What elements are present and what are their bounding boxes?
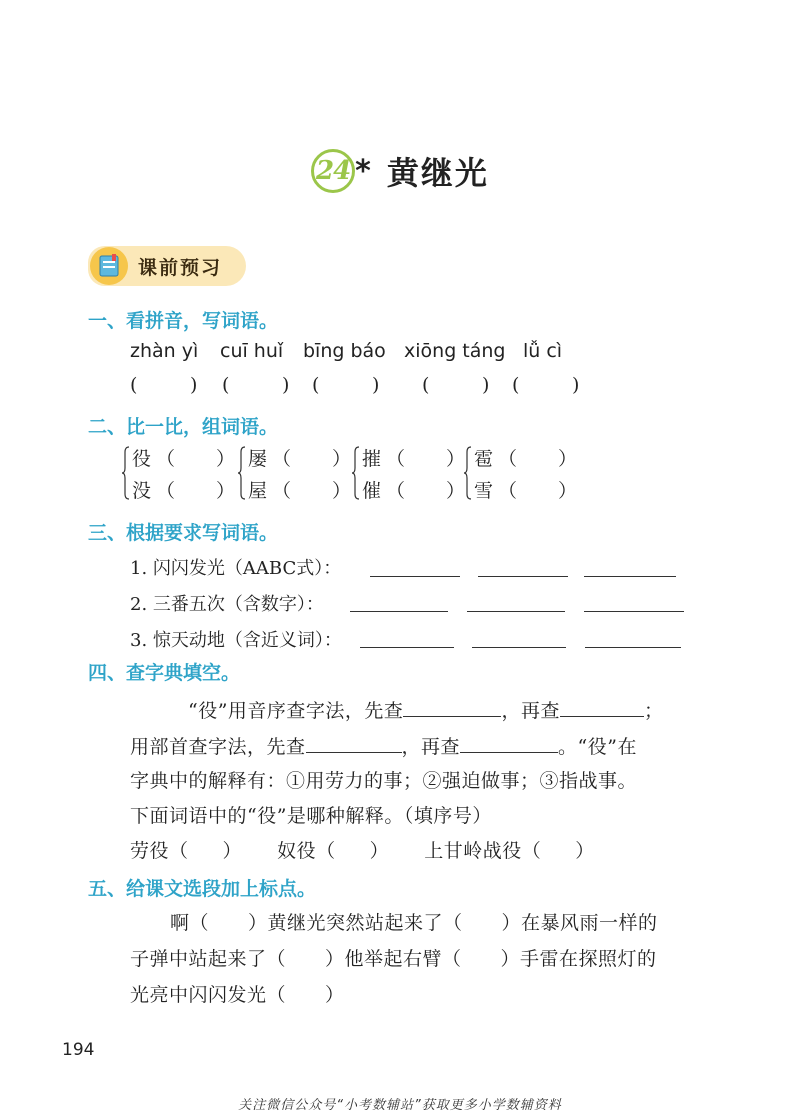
paren-close-2: ) [282,374,290,396]
footer-note: 关注微信公众号“小考数辅站”获取更多小学数辅资料 [238,1098,562,1113]
dict-line-5: 劳役（ ） 奴役（ ） 上甘岭战役（ ） [130,840,595,862]
dict-line-3: 字典中的解释有：①用劳力的事；②强迫做事；③指战事。 [130,770,638,792]
compare-item: 没 （ ） [132,480,236,502]
lesson-title: 黄继光 [386,154,489,192]
dict-line-2: 用部首查字法，先查 ，再查 。“役”在 [130,736,637,758]
compare-item: 雪 （ ） [474,480,578,502]
section-1-heading: 一、看拼音，写词语。 [88,310,279,332]
pinyin-5: lǚ cì [523,340,563,362]
fill-row-3: 3. 惊天动地（含近义词）： [130,630,342,651]
paren-close-4: ) [482,374,490,396]
punct-line-2: 子弹中站起来了（ ）他举起右臂（ ）手雷在探照灯的 [130,948,657,970]
badge-label: 课前预习 [138,256,223,279]
pinyin-3: bīng báo [303,340,386,362]
paren-open-1: ( [130,374,138,396]
answer-line[interactable] [350,611,448,612]
punct-line-3: 光亮中闪闪发光（ ） [130,984,345,1006]
compare-item: 催 （ ） [362,480,466,502]
compare-item: 摧 （ ） [362,448,466,470]
brace-icon [238,446,246,500]
pinyin-4: xiōng táng [404,340,506,362]
lesson-header [0,148,800,194]
pinyin-2: cuī huǐ [220,340,284,362]
page-number: 194 [62,1040,95,1060]
answer-line[interactable] [370,576,460,577]
fill-row-2: 2. 三番五次（含数字）： [130,594,324,615]
dict-line-4: 下面词语中的“役”是哪种解释。（填序号） [130,805,492,827]
answer-line[interactable] [467,611,565,612]
answer-line[interactable] [472,647,566,648]
paren-close-1: ) [190,374,198,396]
compare-item: 屡 （ ） [248,448,352,470]
compare-group [238,444,358,504]
answer-line[interactable] [584,576,676,577]
answer-line[interactable] [478,576,568,577]
paren-open-4: ( [422,374,430,396]
answer-blank[interactable] [306,735,402,753]
section-5-heading: 五、给课文选段加上标点。 [88,878,317,900]
preview-badge [88,246,246,286]
paren-close-5: ) [572,374,580,396]
compare-item: 役 （ ） [132,448,236,470]
compare-item: 雹 （ ） [474,448,578,470]
compare-item: 屋 （ ） [248,480,352,502]
punct-line-1: 啊（ ）黄继光突然站起来了（ ）在暴风雨一样的 [170,912,658,934]
notebook-icon [90,247,128,285]
answer-blank[interactable] [403,699,501,717]
paren-open-3: ( [312,374,320,396]
section-3-heading: 三、根据要求写词语。 [88,522,279,544]
brace-icon [122,446,130,500]
compare-group [352,444,472,504]
brace-icon [352,446,360,500]
dict-line-1: “役”用音序查字法，先查 ，再查 ； [188,700,664,722]
pinyin-1: zhàn yì [130,340,199,362]
answer-line[interactable] [360,647,454,648]
brace-icon [464,446,472,500]
paren-open-5: ( [512,374,520,396]
answer-line[interactable] [584,611,684,612]
compare-group [464,444,584,504]
answer-blank[interactable] [560,699,644,717]
paren-close-3: ) [372,374,380,396]
lesson-number: 24 [311,149,355,193]
answer-line[interactable] [585,647,681,648]
compare-group [122,444,242,504]
lesson-star: * [355,153,371,189]
answer-blank[interactable] [460,735,558,753]
fill-row-1: 1. 闪闪发光（AABC式）： [130,558,342,579]
section-2-heading: 二、比一比，组词语。 [88,416,279,438]
paren-open-2: ( [222,374,230,396]
section-4-heading: 四、查字典填空。 [88,662,241,684]
